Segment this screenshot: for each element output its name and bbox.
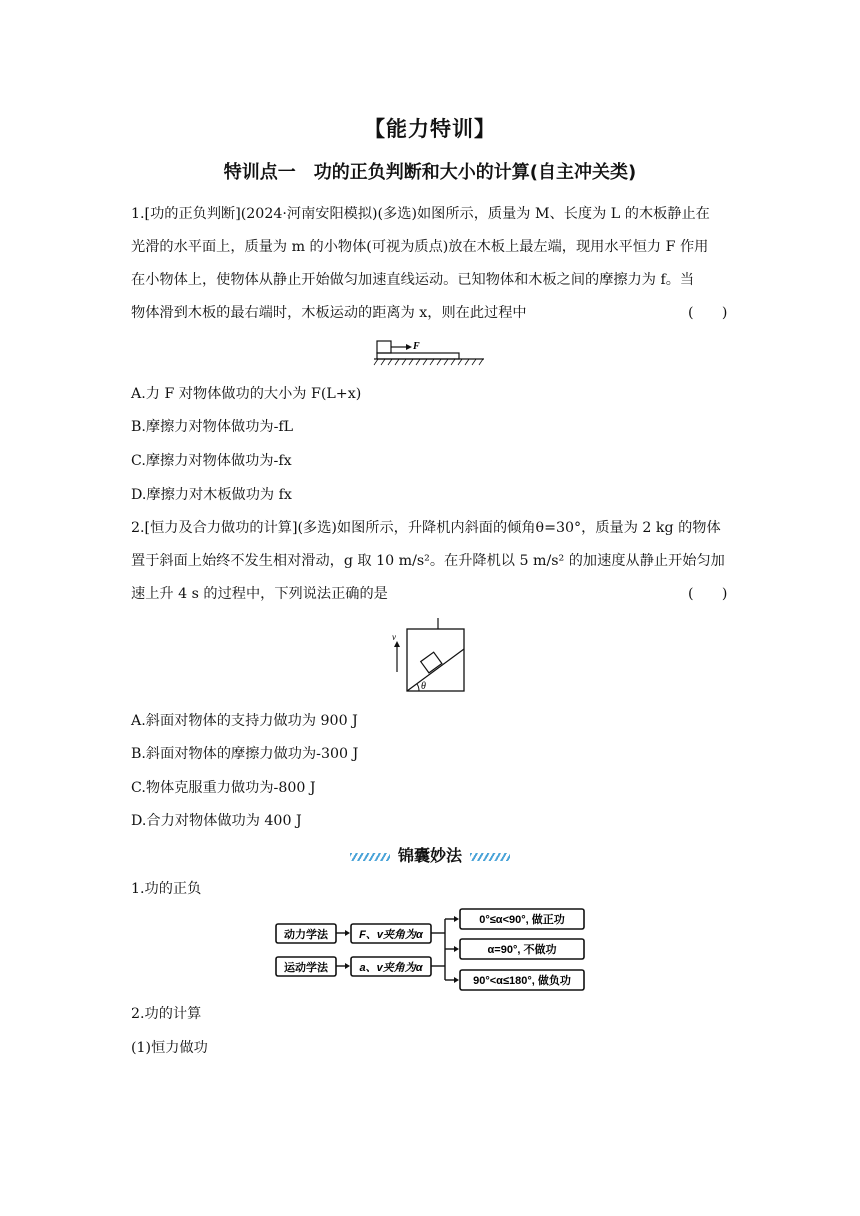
section-heading: 特训点一 功的正负判断和大小的计算(自主冲关类)	[223, 162, 637, 183]
q1-option-d: D.摩擦力对木板做功为 fx	[131, 487, 292, 503]
q2-option-c: C.物体克服重力做功为-800 J	[131, 780, 316, 796]
stripe-decoration	[470, 853, 510, 861]
result-zero: α=90°, 不做功	[487, 944, 557, 956]
q2-answer-bracket: ( )	[688, 586, 728, 602]
tips-heading	[0, 843, 860, 866]
q2-option-a: A.斜面对物体的支持力做功为 900 J	[131, 713, 358, 729]
velocity-label: v	[392, 632, 396, 642]
q1-answer-bracket: ( )	[688, 305, 728, 321]
theta-label: θ	[421, 681, 426, 692]
force-label: F	[413, 341, 420, 352]
q1-line: 在小物体上，使物体从静止开始做匀加速直线运动。已知物体和木板之间的摩擦力为 f。当	[131, 272, 695, 288]
work-sign-diagram	[273, 904, 593, 992]
tips-heading-text: 锦囊妙法	[397, 846, 462, 865]
q1-line: 物体滑到木板的最右端时，木板运动的距离为 x，则在此过程中	[131, 305, 527, 321]
stripe-decoration	[350, 853, 390, 861]
tips-item-3: (1)恒力做功	[131, 1040, 208, 1056]
q1-option-b: B.摩擦力对物体做功为-fL	[131, 419, 294, 435]
q1-line: 1.[功的正负判断](2024·河南安阳模拟)(多选)如图所示，质量为 M、长度为 L 的木板静止在	[131, 206, 710, 222]
q2-line: 2.[恒力及合力做功的计算](多选)如图所示，升降机内斜面的倾角θ=30°，质量为 2 kg 的物体	[131, 520, 721, 536]
board-block-figure	[372, 336, 488, 368]
page-title: 【能力特训】	[364, 117, 496, 141]
tips-item-2: 2.功的计算	[131, 1006, 202, 1022]
q1-option-c: C.摩擦力对物体做功为-fx	[131, 453, 292, 469]
elevator-incline-figure	[388, 616, 470, 694]
result-negative: 90°<α≤180°, 做负功	[473, 975, 571, 987]
q1-option-a: A.力 F 对物体做功的大小为 F(L+x)	[131, 386, 362, 402]
method-dynamics: 动力学法	[284, 929, 328, 941]
q2-option-d: D.合力对物体做功为 400 J	[131, 813, 302, 829]
q2-line: 速上升 4 s 的过程中，下列说法正确的是	[131, 586, 388, 602]
method-kinematics: 运动学法	[284, 962, 328, 974]
result-positive: 0°≤α<90°, 做正功	[479, 914, 565, 926]
q2-line: 置于斜面上始终不发生相对滑动，g 取 10 m/s²。在升降机以 5 m/s² 的加速度从静止开始匀加	[131, 553, 725, 569]
q2-option-b: B.斜面对物体的摩擦力做功为-300 J	[131, 746, 359, 762]
angle-accel-velocity: a、v夹角为α	[359, 962, 423, 974]
q1-line: 光滑的水平面上，质量为 m 的小物体(可视为质点)放在木板上最左端，现用水平恒力 F 作用	[131, 239, 709, 255]
tips-item-1: 1.功的正负	[131, 881, 202, 897]
angle-force-velocity: F、v夹角为α	[359, 929, 423, 941]
